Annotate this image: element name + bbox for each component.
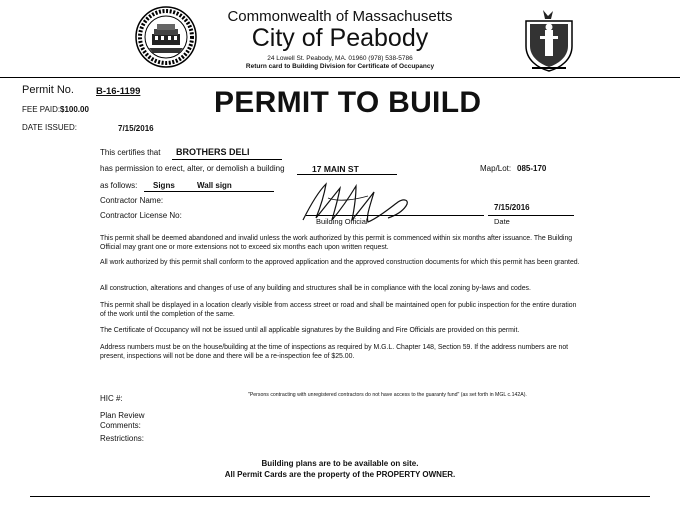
signature-line <box>306 215 484 216</box>
hic-label: HIC #: <box>100 394 123 403</box>
state-name: Commonwealth of Massachusetts <box>227 8 453 25</box>
footer-divider <box>30 496 650 497</box>
contractor-license-label: Contractor License No: <box>100 211 182 220</box>
sign-date: 7/15/2016 <box>494 203 530 212</box>
permit-number-label: Permit No. <box>22 84 74 96</box>
owner-name: BROTHERS DELI <box>176 147 250 157</box>
fee-value: $100.00 <box>60 105 89 114</box>
work-description: Wall sign <box>197 181 232 190</box>
work-line <box>144 191 274 192</box>
header-divider <box>0 77 680 78</box>
paragraph-abandonment: This permit shall be deemed abandoned and invalid unless the work authorized by this permit is commenced within six months after issuance. The Building Official may grant one or more extensions not to exceed six months each upon written request. <box>100 235 573 251</box>
cards-note: All Permit Cards are the property of the PROPERTY OWNER. <box>224 470 456 479</box>
date-issued-label: DATE ISSUED: <box>22 123 77 132</box>
owner-line <box>172 159 282 160</box>
city-address: 24 Lowell St. Peabody, MA. 01960 (978) 538-5786 <box>267 55 413 62</box>
paragraph-zoning: All construction, alterations and changes of use of any building and structures shall be in compliance with the local zoning by-laws and codes. <box>100 285 531 292</box>
as-follows-label: as follows: <box>100 181 138 190</box>
permit-title: PERMIT TO BUILD <box>214 86 482 119</box>
date-issued-value: 7/15/2016 <box>118 124 154 133</box>
paragraph-display: This permit shall be displayed in a location clearly visible from access street or road and shall be maintained open for public inspection for the entire duration of the work until the completion of the same. <box>100 302 577 318</box>
permission-label: has permission to erect, alter, or demolish a building <box>100 164 285 173</box>
work-type: Signs <box>153 181 175 190</box>
contractor-name-label: Contractor Name: <box>100 196 164 205</box>
city-name: City of Peabody <box>251 24 429 52</box>
restrictions-label: Restrictions: <box>100 434 145 443</box>
comments-label: Comments: <box>100 421 141 430</box>
plans-note: Building plans are to be available on site. <box>261 459 419 468</box>
return-note: Return card to Building Division for Certificate of Occupancy <box>245 63 435 70</box>
paragraph-address-numbers: Address numbers must be on the house/building at the time of inspections as required by M.G.L. Chapter 148, Section 59. If the address numbers are not present, inspections will not be done and there will be a re-inspection fee of $25.00. <box>100 344 569 360</box>
maplot-label: Map/Lot: <box>480 164 512 173</box>
guaranty-note: "Persons contracting with unregistered contractors do not have access to the guaranty fund" (as set forth in MGL c.142A). <box>248 392 527 398</box>
address-line <box>297 174 397 175</box>
permit-number: B-16-1199 <box>96 86 141 97</box>
paragraph-occupancy: The Certificate of Occupancy will not be issued until all applicable signatures by the Building and Fire Officials are provided on this permit. <box>100 327 520 334</box>
maplot-value: 085-170 <box>517 164 547 173</box>
certifies-label: This certifies that <box>100 148 161 157</box>
building-official-label: Building Official <box>316 217 368 226</box>
site-address: 17 MAIN ST <box>312 164 359 174</box>
fee-label: FEE PAID: <box>22 105 61 114</box>
date-line <box>488 215 574 216</box>
paragraph-conformity: All work authorized by this permit shall conform to the approved application and the approved construction documents for which this permit has been granted. <box>100 259 580 266</box>
date-label: Date <box>494 217 510 226</box>
plan-review-label: Plan Review <box>100 411 145 420</box>
